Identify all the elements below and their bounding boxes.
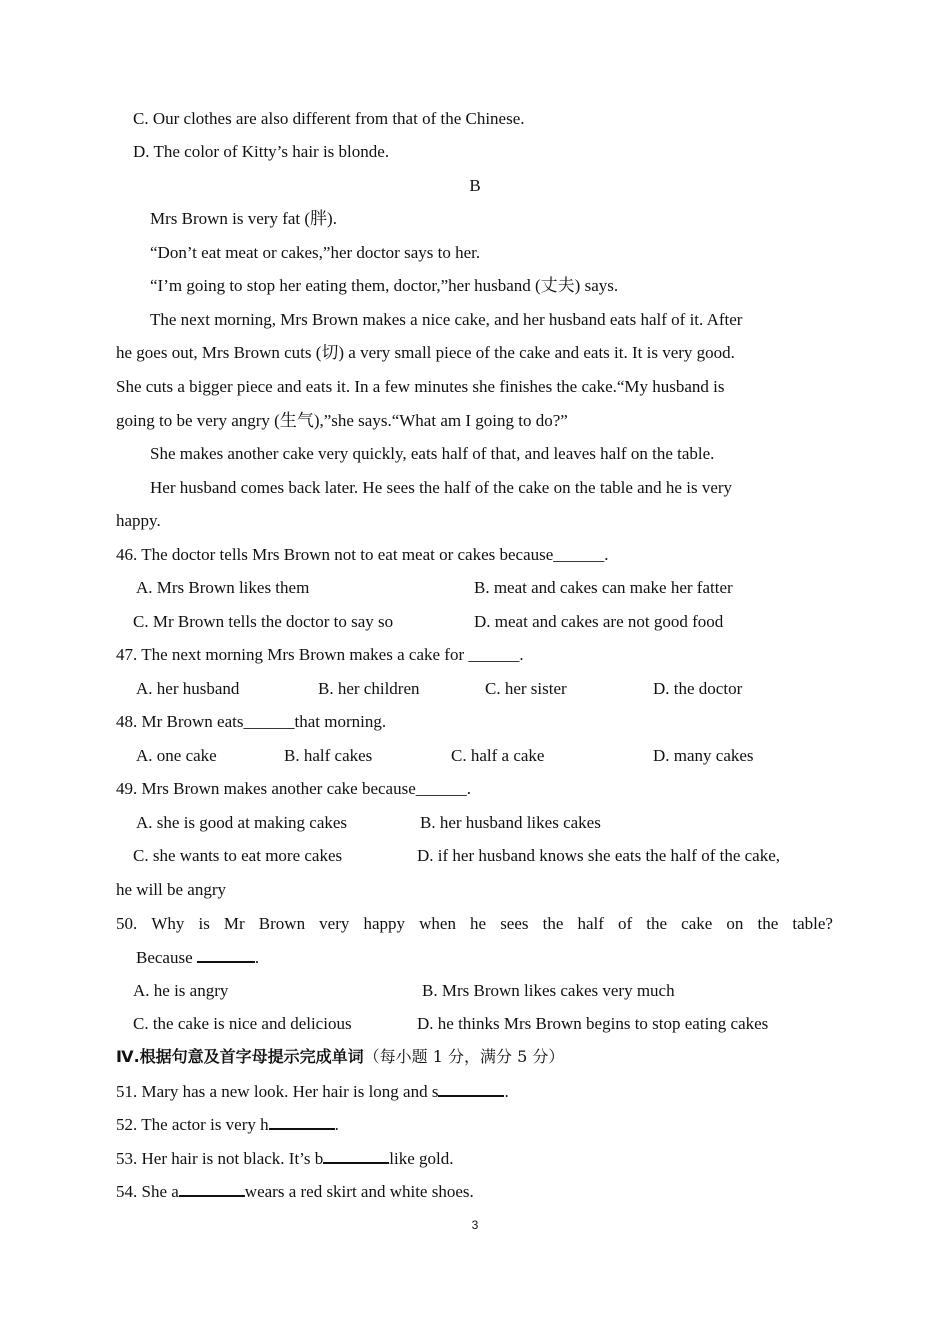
q48-option-b: B. half cakes	[284, 746, 373, 765]
question-50-stem-continued: Because .	[136, 948, 260, 967]
question-54: 54. She a wears a red skirt and white shoes.	[116, 1182, 474, 1201]
q49-option-d-continued: he will be angry	[116, 880, 226, 899]
q46-option-d: D. meat and cakes are not good food	[474, 612, 724, 631]
q47-option-b: B. her children	[318, 679, 420, 698]
q50-stem-word: very	[319, 914, 350, 933]
question-52: 52. The actor is very h .	[116, 1115, 339, 1134]
passage-paragraph: She makes another cake very quickly, eats half of that, and leaves half on the table.	[150, 444, 715, 463]
q50-stem-word: table?	[792, 914, 833, 933]
q47-option-c: C. her sister	[485, 679, 567, 698]
passage-line: going to be very angry (生气),”she says.“What am I going to do?”	[116, 411, 568, 430]
q49-option-b: B. her husband likes cakes	[420, 813, 601, 832]
question-49-stem: 49. Mrs Brown makes another cake because______.	[116, 779, 472, 798]
question-51: 51. Mary has a new look. Her hair is long and s .	[116, 1082, 509, 1101]
q46-option-c: C. Mr Brown tells the doctor to say so	[133, 612, 394, 631]
question-50-stem	[116, 914, 833, 934]
q50-stem-word: on	[726, 914, 744, 933]
passage-paragraph: “I’m going to stop her eating them, doctor,”her husband (丈夫) says.	[150, 276, 619, 295]
section-b-label: B	[469, 176, 481, 195]
q48-option-d: D. many cakes	[653, 746, 754, 765]
q50-stem-word: of	[618, 914, 633, 933]
q50-stem-word: Brown	[258, 914, 306, 933]
q47-option-a: A. her husband	[136, 679, 240, 698]
question-48-stem: 48. Mr Brown eats______that morning.	[116, 712, 387, 731]
q48-option-a: A. one cake	[136, 746, 217, 765]
q50-stem-word: half	[577, 914, 604, 933]
q50-stem-word: is	[198, 914, 210, 933]
question-53: 53. Her hair is not black. It’s b like gold.	[116, 1149, 454, 1168]
q49-option-a: A. she is good at making cakes	[136, 813, 348, 832]
section-4-scoring-note: （每小题 1 分，满分 5 分）	[363, 1047, 565, 1066]
q48-option-c: C. half a cake	[451, 746, 545, 765]
q50-option-d: D. he thinks Mrs Brown begins to stop eating cakes	[417, 1014, 769, 1033]
passage-line: She cuts a bigger piece and eats it. In a few minutes she finishes the cake.“My husband is	[116, 377, 725, 396]
q50-stem-word: sees	[500, 914, 529, 933]
option-d-prev: D. The color of Kitty’s hair is blonde.	[133, 142, 390, 161]
passage-line: Her husband comes back later. He sees the half of the cake on the table and he is very	[150, 478, 733, 497]
q50-stem-word: he	[470, 914, 487, 933]
passage-line: he goes out, Mrs Brown cuts (切) a very small piece of the cake and eats it. It is very good.	[116, 343, 735, 362]
q49-option-c: C. she wants to eat more cakes	[133, 846, 343, 865]
q50-stem-word: 50.	[116, 914, 138, 933]
q50-option-a: A. he is angry	[133, 981, 229, 1000]
q50-stem-word: Mr	[223, 914, 245, 933]
q50-stem-word: the	[542, 914, 564, 933]
passage-line: happy.	[116, 511, 161, 530]
question-46-stem: 46. The doctor tells Mrs Brown not to eat meat or cakes because______.	[116, 545, 609, 564]
q50-stem-word: cake	[681, 914, 713, 933]
q50-option-b: B. Mrs Brown likes cakes very much	[422, 981, 675, 1000]
q50-stem-word: happy	[363, 914, 406, 933]
q50-stem-word: the	[646, 914, 668, 933]
passage-paragraph: Mrs Brown is very fat (胖).	[150, 209, 337, 228]
q49-option-d: D. if her husband knows she eats the half of the cake,	[417, 846, 781, 865]
q46-option-b: B. meat and cakes can make her fatter	[474, 578, 733, 597]
q50-stem-word: the	[757, 914, 779, 933]
q50-stem-word: Why	[151, 914, 185, 933]
page-number: 3	[471, 1218, 479, 1232]
option-c-prev: C. Our clothes are also different from that of the Chinese.	[133, 109, 525, 128]
question-47-stem: 47. The next morning Mrs Brown makes a cake for ______.	[116, 645, 524, 664]
q47-option-d: D. the doctor	[653, 679, 743, 698]
passage-line: The next morning, Mrs Brown makes a nice cake, and her husband eats half of it. After	[150, 310, 743, 329]
q46-option-a: A. Mrs Brown likes them	[136, 578, 310, 597]
q50-option-c: C. the cake is nice and delicious	[133, 1014, 352, 1033]
section-4-heading: Ⅳ.根据句意及首字母提示完成单词（每小题 1 分，满分 5 分）	[116, 1047, 565, 1066]
q50-stem-word: when	[419, 914, 456, 933]
passage-paragraph: “Don’t eat meat or cakes,”her doctor says to her.	[150, 243, 481, 262]
